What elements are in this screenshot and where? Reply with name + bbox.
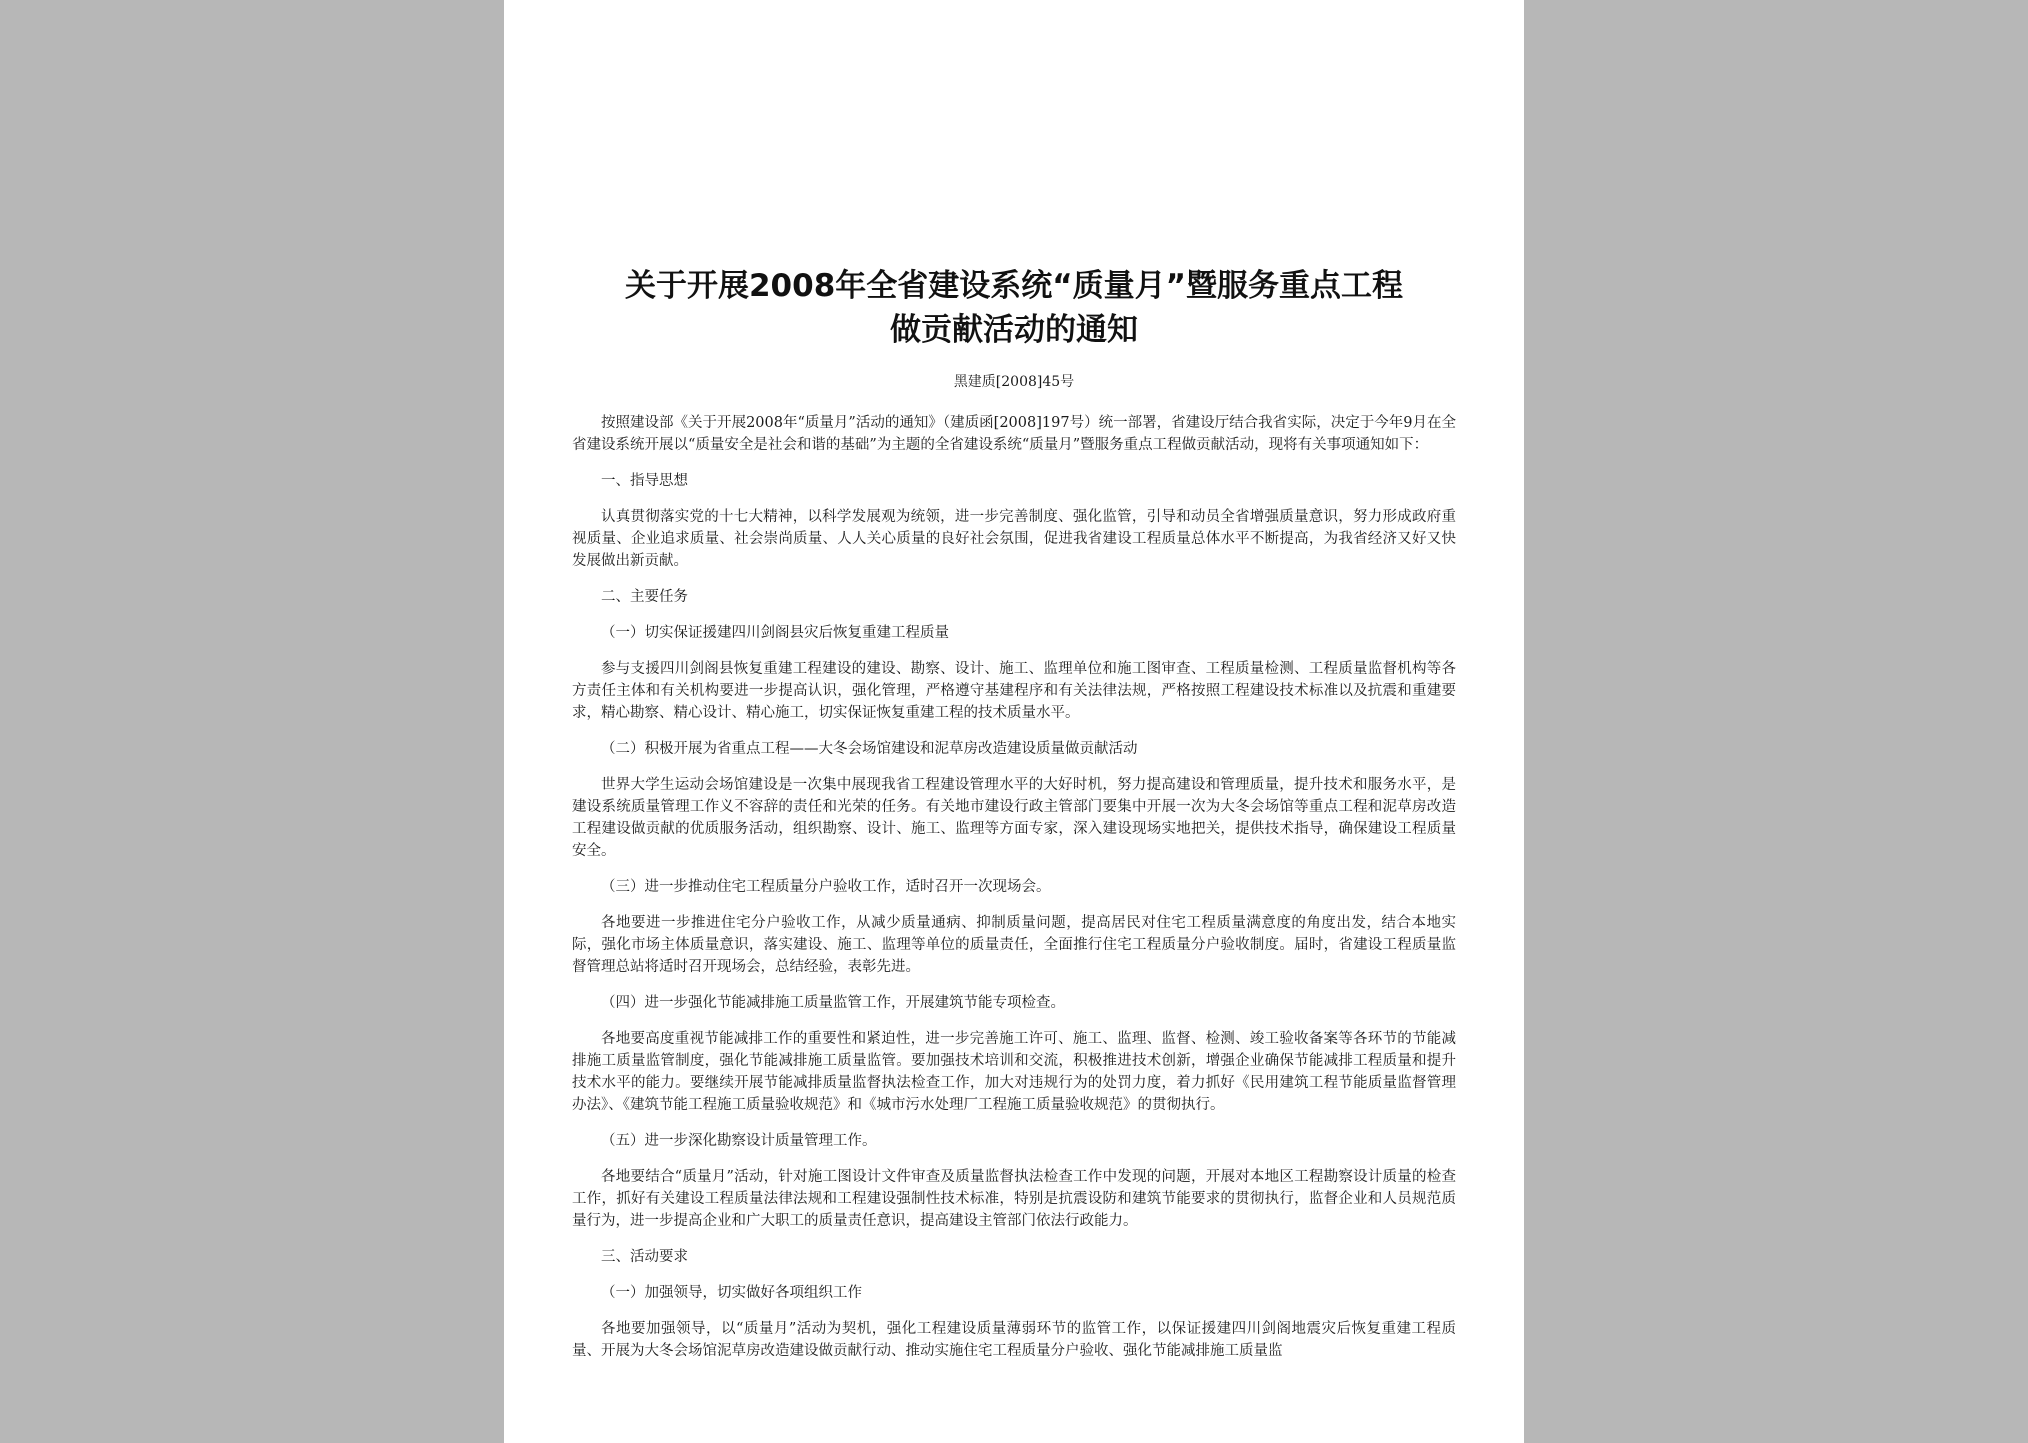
section-heading-activity-requirements: 三、活动要求 (601, 1249, 688, 1265)
task-4-body: 各地要高度重视节能减排工作的重要性和紧迫性，进一步完善施工许可、施工、监理、监督、检测、竣工验收备案等各环节的节能减排施工质量监管制度，强化节能减排施工质量监管。要加强技术培训和交流，积极推进技术创新，增强企业确保节能减排工程质量和提升技术水平的能力。要继续开展节能减排质量监督执法检查工作，加大对违规行为的处罚力度，着力抓好《民用建筑工程节能质量监督管理办法》、《建筑节能工程施工质量验收规范》和《城市污水处理厂工程施工质量验收规范》的贯彻执行。 (572, 1031, 1456, 1113)
document-title (572, 264, 1456, 352)
requirement-1-body: 各地要加强领导，以“质量月”活动为契机，强化工程建设质量薄弱环节的监管工作，以保证援建四川剑阁地震灾后恢复重建工程质量、开展为大冬会场馆泥草房改造建设做贡献行动、推动实施住宅工程质量分户验收、强化节能减排施工质量监 (572, 1321, 1456, 1359)
title-line-2: 做贡献活动的通知 (890, 312, 1138, 348)
task-2-body: 世界大学生运动会场馆建设是一次集中展现我省工程建设管理水平的大好时机，努力提高建设和管理质量，提升技术和服务水平，是建设系统质量管理工作义不容辞的责任和光荣的任务。有关地市建设行政主管部门要集中开展一次为大冬会场馆等重点工程和泥草房改造工程建设做贡献的优质服务活动，组织勘察、设计、施工、监理等方面专家，深入建设现场实地把关，提供技术指导，确保建设工程质量安全。 (572, 777, 1456, 859)
task-2-heading: （二）积极开展为省重点工程——大冬会场馆建设和泥草房改造建设质量做贡献活动 (601, 741, 1138, 757)
intro-paragraph: 按照建设部《关于开展2008年“质量月”活动的通知》（建质函[2008]197号）统一部署，省建设厅结合我省实际，决定于今年9月在全省建设系统开展以“质量安全是社会和谐的基础”为主题的全省建设系统“质量月”暨服务重点工程做贡献活动，现将有关事项通知如下： (572, 415, 1456, 453)
task-1-body: 参与支援四川剑阁县恢复重建工程建设的建设、勘察、设计、施工、监理单位和施工图审查、工程质量检测、工程质量监督机构等各方责任主体和有关机构要进一步提高认识，强化管理，严格遵守基建程序和有关法律法规，严格按照工程建设技术标准以及抗震和重建要求，精心勘察、精心设计、精心施工，切实保证恢复重建工程的技术质量水平。 (572, 661, 1456, 721)
task-4-heading: （四）进一步强化节能减排施工质量监管工作，开展建筑节能专项检查。 (601, 995, 1065, 1011)
section-body-guiding-ideology: 认真贯彻落实党的十七大精神，以科学发展观为统领，进一步完善制度、强化监管，引导和动员全省增强质量意识，努力形成政府重视质量、企业追求质量、社会崇尚质量、人人关心质量的良好社会氛围，促进我省建设工程质量总体水平不断提高，为我省经济又好又快发展做出新贡献。 (572, 509, 1456, 569)
task-3-heading: （三）进一步推动住宅工程质量分户验收工作，适时召开一次现场会。 (601, 879, 1051, 895)
section-heading-main-tasks: 二、主要任务 (601, 589, 688, 605)
section-heading-guiding-ideology: 一、指导思想 (601, 473, 688, 489)
requirement-1-heading: （一）加强领导，切实做好各项组织工作 (601, 1285, 862, 1301)
task-3-body: 各地要进一步推进住宅分户验收工作，从减少质量通病、抑制质量问题，提高居民对住宅工程质量满意度的角度出发，结合本地实际，强化市场主体质量意识，落实建设、施工、监理等单位的质量责任，全面推行住宅工程质量分户验收制度。届时，省建设工程质量监督管理总站将适时召开现场会，总结经验，表彰先进。 (572, 915, 1456, 975)
task-5-heading: （五）进一步深化勘察设计质量管理工作。 (601, 1133, 877, 1149)
document-number: 黑建质[2008]45号 (953, 374, 1075, 390)
task-1-heading: （一）切实保证援建四川剑阁县灾后恢复重建工程质量 (601, 625, 949, 641)
document-page (504, 0, 1524, 1443)
task-5-body: 各地要结合“质量月”活动，针对施工图设计文件审查及质量监督执法检查工作中发现的问题，开展对本地区工程勘察设计质量的检查工作，抓好有关建设工程质量法律法规和工程建设强制性技术标准，特别是抗震设防和建筑节能要求的贯彻执行，监督企业和人员规范质量行为，进一步提高企业和广大职工的质量责任意识，提高建设主管部门依法行政能力。 (572, 1169, 1456, 1229)
title-line-1: 关于开展2008年全省建设系统“质量月”暨服务重点工程 (624, 268, 1404, 304)
